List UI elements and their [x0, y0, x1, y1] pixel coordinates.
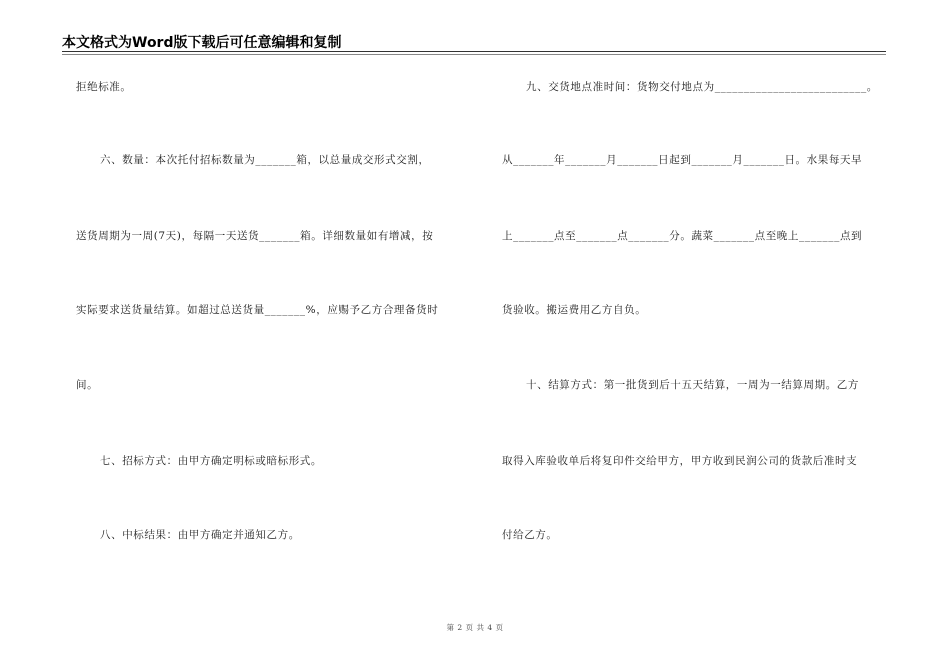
right-paragraph-line: 上_______点至_______点_______分。蔬菜_______点至晚上_______点到 — [502, 230, 863, 242]
right-paragraph-line: 货验收。搬运费用乙方自负。 — [502, 304, 647, 316]
document-header-title: 本文格式为Word版下载后可任意编辑和复制 — [62, 35, 342, 51]
left-paragraph-line: 送货周期为一周(7天)，每隔一天送货_______箱。详细数量如有增减，按 — [76, 230, 434, 242]
left-paragraph-line: 六、数量：本次托付招标数量为_______箱，以总量成交形式交割， — [100, 154, 430, 166]
right-paragraph-line: 十、结算方式：第一批货到后十五天结算，一周为一结算周期。乙方 — [526, 379, 859, 391]
page-number-footer: 第 2 页 共 4 页 — [446, 623, 504, 632]
right-paragraph-line: 从_______年_______月_______日起到_______月_______日。水果每天早 — [502, 154, 863, 166]
left-paragraph-line: 八、中标结果：由甲方确定并通知乙方。 — [100, 529, 300, 541]
left-paragraph-line: 七、招标方式：由甲方确定明标或暗标形式。 — [100, 455, 322, 467]
right-paragraph-line: 取得入库验收单后将复印件交给甲方，甲方收到民润公司的货款后准时支 — [502, 455, 858, 467]
header-divider — [62, 51, 886, 52]
right-paragraph-line: 付给乙方。 — [502, 529, 558, 541]
header-divider-secondary — [62, 54, 886, 55]
left-paragraph-line: 间。 — [76, 379, 99, 391]
left-paragraph-line: 实际要求送货量结算。如超过总送货量_______%，应赐予乙方合理备货时 — [76, 304, 439, 316]
right-paragraph-line: 九、交货地点准时间：货物交付地点为__________________________。 — [526, 81, 878, 93]
left-paragraph-line: 拒绝标准。 — [76, 81, 132, 93]
